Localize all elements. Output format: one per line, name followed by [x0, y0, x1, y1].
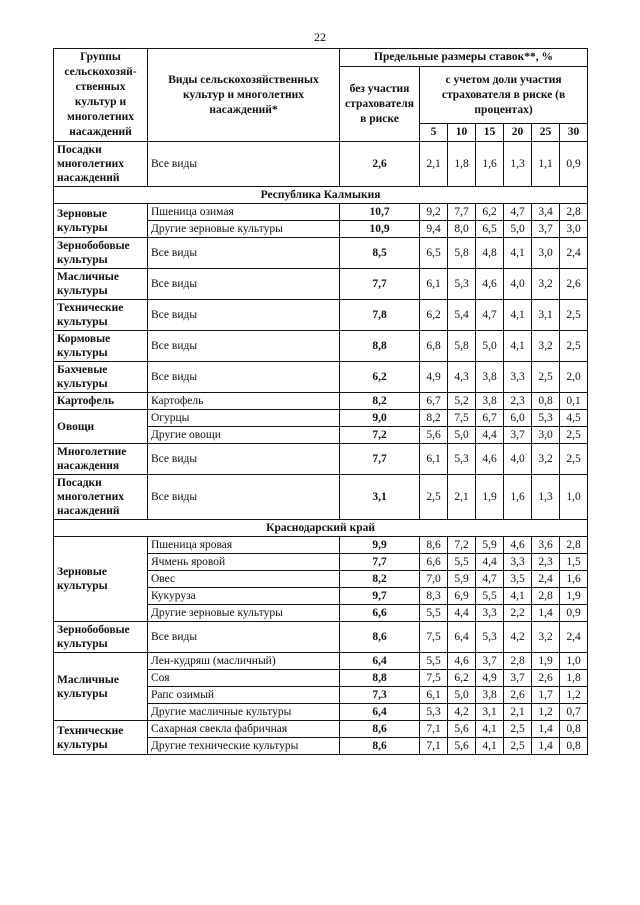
table-row — [54, 410, 588, 427]
crop-name: Огурцы — [148, 410, 340, 427]
rate-value: 2,4 — [560, 622, 588, 653]
rate-value: 3,1 — [532, 300, 560, 331]
rate-value: 3,7 — [476, 653, 504, 670]
table-row — [54, 393, 588, 410]
rate-value: 6,2 — [476, 204, 504, 221]
crop-name: Все виды — [148, 300, 340, 331]
crop-name: Сахарная свекла фабричная — [148, 721, 340, 738]
crop-name: Лен-кудряш (масличный) — [148, 653, 340, 670]
rate-value: 2,3 — [504, 393, 532, 410]
rate-value: 2,5 — [560, 427, 588, 444]
rate-value: 4,3 — [448, 362, 476, 393]
rate-value: 3,0 — [532, 238, 560, 269]
table-row — [54, 300, 588, 331]
table-row — [54, 238, 588, 269]
crop-name: Другие масличные культуры — [148, 704, 340, 721]
rate-value: 5,0 — [504, 221, 532, 238]
rate-value: 4,6 — [448, 653, 476, 670]
crop-name: Все виды — [148, 331, 340, 362]
table-row — [54, 721, 588, 738]
rate-value: 3,3 — [504, 554, 532, 571]
rate-value: 5,5 — [420, 605, 448, 622]
base-rate: 8,8 — [340, 331, 420, 362]
group-name: Масличные культуры — [54, 653, 148, 721]
table-row — [54, 331, 588, 362]
rate-value: 2,5 — [504, 721, 532, 738]
rate-value: 4,6 — [476, 444, 504, 475]
rate-value: 6,6 — [420, 554, 448, 571]
rate-value: 8,2 — [420, 410, 448, 427]
rate-value: 0,1 — [560, 393, 588, 410]
base-rate: 6,4 — [340, 653, 420, 670]
base-rate: 2,6 — [340, 142, 420, 187]
rate-value: 9,4 — [420, 221, 448, 238]
rate-value: 3,8 — [476, 687, 504, 704]
rate-value: 4,1 — [476, 721, 504, 738]
rate-value: 3,6 — [532, 537, 560, 554]
rate-value: 2,4 — [532, 571, 560, 588]
crop-name: Другие овощи — [148, 427, 340, 444]
rate-value: 1,8 — [448, 142, 476, 187]
base-rate: 7,3 — [340, 687, 420, 704]
insurance-rates-table — [53, 48, 588, 755]
rate-value: 4,1 — [504, 331, 532, 362]
base-rate: 8,5 — [340, 238, 420, 269]
group-name: Кормовые культуры — [54, 331, 148, 362]
rate-value: 2,5 — [420, 475, 448, 520]
region-title: Республика Калмыкия — [54, 187, 588, 204]
rate-value: 7,5 — [420, 670, 448, 687]
rate-value: 4,4 — [448, 605, 476, 622]
rate-value: 3,3 — [504, 362, 532, 393]
rate-value: 9,2 — [420, 204, 448, 221]
rate-value: 2,1 — [504, 704, 532, 721]
base-rate: 9,7 — [340, 588, 420, 605]
rate-value: 6,0 — [504, 410, 532, 427]
rate-value: 6,8 — [420, 331, 448, 362]
rate-value: 0,9 — [560, 142, 588, 187]
rate-value: 5,9 — [476, 537, 504, 554]
rate-value: 3,2 — [532, 444, 560, 475]
rate-value: 0,8 — [532, 393, 560, 410]
base-rate: 7,7 — [340, 269, 420, 300]
rate-value: 5,3 — [420, 704, 448, 721]
table-row — [54, 362, 588, 393]
header-pct-0: 5 — [420, 124, 448, 142]
rate-value: 3,5 — [504, 571, 532, 588]
header-pct-3: 20 — [504, 124, 532, 142]
rate-value: 1,7 — [532, 687, 560, 704]
rate-value: 3,3 — [476, 605, 504, 622]
rate-value: 0,9 — [560, 605, 588, 622]
table-row — [54, 537, 588, 554]
header-with-participation: с учетом доли участия страхователя в риске (в процентах) — [420, 67, 588, 124]
crop-name: Все виды — [148, 238, 340, 269]
crop-name: Все виды — [148, 362, 340, 393]
rate-value: 4,9 — [476, 670, 504, 687]
rate-value: 3,0 — [560, 221, 588, 238]
rate-value: 5,6 — [420, 427, 448, 444]
rate-value: 6,1 — [420, 269, 448, 300]
base-rate: 8,6 — [340, 721, 420, 738]
rate-value: 1,4 — [532, 738, 560, 755]
rate-value: 2,5 — [532, 362, 560, 393]
rate-value: 5,3 — [448, 269, 476, 300]
base-rate: 6,6 — [340, 605, 420, 622]
rate-value: 2,6 — [504, 687, 532, 704]
rate-value: 6,7 — [420, 393, 448, 410]
rate-value: 2,8 — [532, 588, 560, 605]
rate-value: 3,4 — [532, 204, 560, 221]
rate-value: 5,6 — [448, 738, 476, 755]
rate-value: 5,3 — [448, 444, 476, 475]
base-rate: 8,2 — [340, 571, 420, 588]
crop-name: Все виды — [148, 269, 340, 300]
rate-value: 3,8 — [476, 393, 504, 410]
table-row — [54, 475, 588, 520]
crop-name: Другие зерновые культуры — [148, 221, 340, 238]
header-pct-4: 25 — [532, 124, 560, 142]
rate-value: 2,1 — [448, 475, 476, 520]
crop-name: Пшеница яровая — [148, 537, 340, 554]
rate-value: 6,4 — [448, 622, 476, 653]
rate-value: 5,8 — [448, 331, 476, 362]
rate-value: 8,0 — [448, 221, 476, 238]
base-rate: 3,1 — [340, 475, 420, 520]
rate-value: 2,6 — [532, 670, 560, 687]
rate-value: 1,0 — [560, 653, 588, 670]
base-rate: 9,0 — [340, 410, 420, 427]
rate-value: 5,0 — [476, 331, 504, 362]
crop-name: Все виды — [148, 444, 340, 475]
rate-value: 1,9 — [476, 475, 504, 520]
rate-value: 2,5 — [504, 738, 532, 755]
rate-value: 4,7 — [476, 571, 504, 588]
table-row — [54, 622, 588, 653]
rate-value: 5,4 — [448, 300, 476, 331]
crop-name: Ячмень яровой — [148, 554, 340, 571]
region-title: Краснодарский край — [54, 520, 588, 537]
rate-value: 3,1 — [476, 704, 504, 721]
table-body — [54, 142, 588, 755]
header-row-1 — [54, 49, 588, 67]
base-rate: 8,2 — [340, 393, 420, 410]
group-name: Зернобобовые культуры — [54, 238, 148, 269]
header-pct-5: 30 — [560, 124, 588, 142]
rate-value: 2,5 — [560, 300, 588, 331]
crop-name: Все виды — [148, 142, 340, 187]
rate-value: 5,5 — [476, 588, 504, 605]
rate-value: 3,0 — [532, 427, 560, 444]
group-name: Технические культуры — [54, 300, 148, 331]
rate-value: 2,8 — [560, 537, 588, 554]
base-rate: 9,9 — [340, 537, 420, 554]
rate-value: 1,5 — [560, 554, 588, 571]
group-name: Бахчевые культуры — [54, 362, 148, 393]
rate-value: 7,5 — [420, 622, 448, 653]
group-name: Посадки многолетних насаждений — [54, 142, 148, 187]
rate-value: 2,6 — [560, 269, 588, 300]
group-name: Зерновые культуры — [54, 537, 148, 622]
rate-value: 2,1 — [420, 142, 448, 187]
crop-name: Соя — [148, 670, 340, 687]
rate-value: 1,6 — [476, 142, 504, 187]
rate-value: 8,3 — [420, 588, 448, 605]
rate-value: 1,4 — [532, 605, 560, 622]
base-rate: 6,4 — [340, 704, 420, 721]
base-rate: 10,7 — [340, 204, 420, 221]
rate-value: 4,9 — [420, 362, 448, 393]
rate-value: 3,2 — [532, 269, 560, 300]
rate-value: 4,6 — [504, 537, 532, 554]
crop-name: Рапс озимый — [148, 687, 340, 704]
rate-value: 0,8 — [560, 738, 588, 755]
crop-name: Кукуруза — [148, 588, 340, 605]
table-row — [54, 653, 588, 670]
rate-value: 5,3 — [476, 622, 504, 653]
rate-value: 4,6 — [476, 269, 504, 300]
group-name: Овощи — [54, 410, 148, 444]
rate-value: 5,0 — [448, 427, 476, 444]
rate-value: 6,5 — [420, 238, 448, 269]
base-rate: 7,2 — [340, 427, 420, 444]
rate-value: 1,1 — [532, 142, 560, 187]
rate-value: 4,2 — [504, 622, 532, 653]
base-rate: 6,2 — [340, 362, 420, 393]
rate-value: 5,6 — [448, 721, 476, 738]
rate-value: 4,2 — [448, 704, 476, 721]
rate-value: 4,1 — [504, 588, 532, 605]
rate-value: 2,8 — [560, 204, 588, 221]
header-pct-2: 15 — [476, 124, 504, 142]
group-name: Картофель — [54, 393, 148, 410]
rate-value: 4,7 — [504, 204, 532, 221]
rate-value: 1,9 — [560, 588, 588, 605]
base-rate: 8,6 — [340, 622, 420, 653]
rate-value: 5,5 — [420, 653, 448, 670]
rate-value: 7,2 — [448, 537, 476, 554]
rate-value: 1,3 — [532, 475, 560, 520]
base-rate: 7,7 — [340, 444, 420, 475]
base-rate: 10,9 — [340, 221, 420, 238]
rate-value: 2,4 — [560, 238, 588, 269]
rate-value: 5,8 — [448, 238, 476, 269]
rate-value: 4,1 — [476, 738, 504, 755]
crop-name: Другие технические культуры — [148, 738, 340, 755]
base-rate: 8,6 — [340, 738, 420, 755]
rate-value: 6,7 — [476, 410, 504, 427]
table-row — [54, 444, 588, 475]
rate-value: 1,3 — [504, 142, 532, 187]
base-rate: 8,8 — [340, 670, 420, 687]
header-crop-col: Виды сельскохозяйственных культур и многолетних насаждений* — [148, 49, 340, 142]
rate-value: 3,8 — [476, 362, 504, 393]
rate-value: 2,0 — [560, 362, 588, 393]
rate-value: 2,5 — [560, 444, 588, 475]
rate-value: 5,2 — [448, 393, 476, 410]
rate-value: 3,7 — [504, 670, 532, 687]
rate-value: 1,4 — [532, 721, 560, 738]
rate-value: 1,0 — [560, 475, 588, 520]
crop-name: Все виды — [148, 475, 340, 520]
rate-value: 7,7 — [448, 204, 476, 221]
rate-value: 7,5 — [448, 410, 476, 427]
rate-value: 2,2 — [504, 605, 532, 622]
table-row — [54, 142, 588, 187]
base-rate: 7,7 — [340, 554, 420, 571]
rate-value: 3,7 — [532, 221, 560, 238]
header-limits-title: Предельные размеры ставок**, % — [340, 49, 588, 67]
rate-value: 5,5 — [448, 554, 476, 571]
page-number: 22 — [314, 30, 326, 44]
rate-value: 1,2 — [532, 704, 560, 721]
crop-name: Все виды — [148, 622, 340, 653]
region-row — [54, 187, 588, 204]
rate-value: 4,1 — [504, 238, 532, 269]
header-pct-1: 10 — [448, 124, 476, 142]
rate-value: 4,8 — [476, 238, 504, 269]
region-row — [54, 520, 588, 537]
group-name: Масличные культуры — [54, 269, 148, 300]
rate-value: 3,7 — [504, 427, 532, 444]
rate-value: 1,6 — [504, 475, 532, 520]
crop-name: Пшеница озимая — [148, 204, 340, 221]
rate-value: 0,8 — [560, 721, 588, 738]
rate-value: 6,2 — [420, 300, 448, 331]
group-name: Зернобобовые культуры — [54, 622, 148, 653]
group-name: Посадки многолетних насаждений — [54, 475, 148, 520]
rate-value: 5,9 — [448, 571, 476, 588]
header-group-col: Группы сельскохозяйственных культур и многолетних насаждений — [54, 49, 148, 142]
rate-value: 4,1 — [504, 300, 532, 331]
crop-name: Овес — [148, 571, 340, 588]
rate-value: 3,2 — [532, 622, 560, 653]
rate-value: 6,9 — [448, 588, 476, 605]
group-name: Зерновые культуры — [54, 204, 148, 238]
rate-value: 6,1 — [420, 687, 448, 704]
header-no-participation: без участия страхователя в риске — [340, 67, 420, 142]
rate-value: 4,0 — [504, 444, 532, 475]
base-rate: 7,8 — [340, 300, 420, 331]
rate-value: 6,5 — [476, 221, 504, 238]
group-name: Технические культуры — [54, 721, 148, 755]
rate-value: 6,1 — [420, 444, 448, 475]
rate-value: 4,4 — [476, 427, 504, 444]
table-row — [54, 204, 588, 221]
rate-value: 4,5 — [560, 410, 588, 427]
rate-value: 7,1 — [420, 721, 448, 738]
rate-value: 5,0 — [448, 687, 476, 704]
rate-value: 0,7 — [560, 704, 588, 721]
rate-value: 7,1 — [420, 738, 448, 755]
rate-value: 8,6 — [420, 537, 448, 554]
rate-value: 1,8 — [560, 670, 588, 687]
rate-value: 1,6 — [560, 571, 588, 588]
rate-value: 4,7 — [476, 300, 504, 331]
rate-value: 7,0 — [420, 571, 448, 588]
crop-name: Другие зерновые культуры — [148, 605, 340, 622]
rate-value: 2,5 — [560, 331, 588, 362]
table-row — [54, 269, 588, 300]
rate-value: 1,9 — [532, 653, 560, 670]
group-name: Многолетние насаждения — [54, 444, 148, 475]
rate-value: 1,2 — [560, 687, 588, 704]
rate-value: 2,8 — [504, 653, 532, 670]
rate-value: 4,4 — [476, 554, 504, 571]
rate-value: 3,2 — [532, 331, 560, 362]
rate-value: 6,2 — [448, 670, 476, 687]
rate-value: 5,3 — [532, 410, 560, 427]
crop-name: Картофель — [148, 393, 340, 410]
rate-value: 2,3 — [532, 554, 560, 571]
rate-value: 4,0 — [504, 269, 532, 300]
